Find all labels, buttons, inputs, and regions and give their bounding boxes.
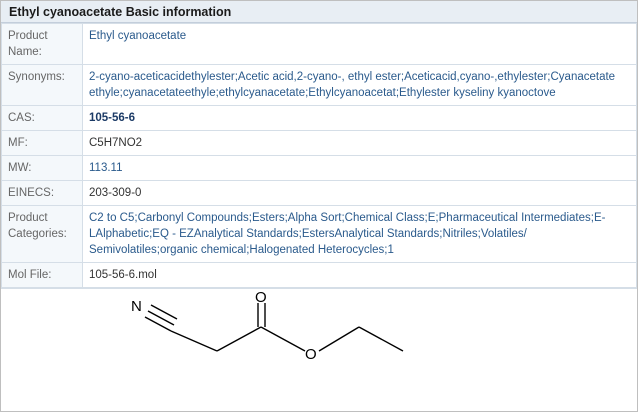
row-value: C2 to C5;Carbonyl Compounds;Esters;Alpha Sort;Chemical Class;E;Pharmaceutical Intermediates;E-LAlphabetic;EQ - EZAnalytical Standards;EstersAnalytical Standards;Nitriles;Volatiles/ Semivolatiles;organic chemical;Halogenated Heterocycles;1 <box>83 206 637 263</box>
row-label: MF: <box>2 131 83 156</box>
row-value: 105-56-6.mol <box>83 263 637 288</box>
row-label: Synonyms: <box>2 65 83 106</box>
row-value: C5H7NO2 <box>83 131 637 156</box>
page-title: Ethyl cyanoacetate Basic information <box>9 4 232 19</box>
table-row <box>2 131 637 156</box>
row-label: Mol File: <box>2 263 83 288</box>
atom-label-o-carbonyl: O <box>255 289 267 306</box>
row-label: Product Name: <box>2 24 83 65</box>
atom-label-n: N <box>131 298 142 315</box>
row-label: EINECS: <box>2 181 83 206</box>
row-label: Product Categories: <box>2 206 83 263</box>
row-value: 113.11 <box>83 156 637 181</box>
table-row <box>2 24 637 65</box>
row-label: MW: <box>2 156 83 181</box>
atom-label-o-ester: O <box>305 346 317 363</box>
table-row <box>2 206 637 263</box>
row-label: CAS: <box>2 106 83 131</box>
structure-image <box>1 288 637 375</box>
table-row <box>2 181 637 206</box>
row-value: Ethyl cyanoacetate <box>83 24 637 65</box>
basic-information-table <box>1 23 637 288</box>
table-row <box>2 106 637 131</box>
row-value: 2-cyano-aceticacidethylester;Acetic acid,2-cyano-, ethyl ester;Aceticacid,cyano-,ethylester;Cyanacetate ethyle;cyanacetateethyle;ethylcyanacetate;Ethylcyanoacetat;Ethylester kyseliny kyanoctove <box>83 65 637 106</box>
row-value: 203-309-0 <box>83 181 637 206</box>
row-value: 105-56-6 <box>83 106 637 131</box>
panel-header <box>1 1 637 23</box>
chemical-structure-svg <box>109 289 529 375</box>
table-row <box>2 263 637 288</box>
table-row <box>2 65 637 106</box>
table-row <box>2 156 637 181</box>
